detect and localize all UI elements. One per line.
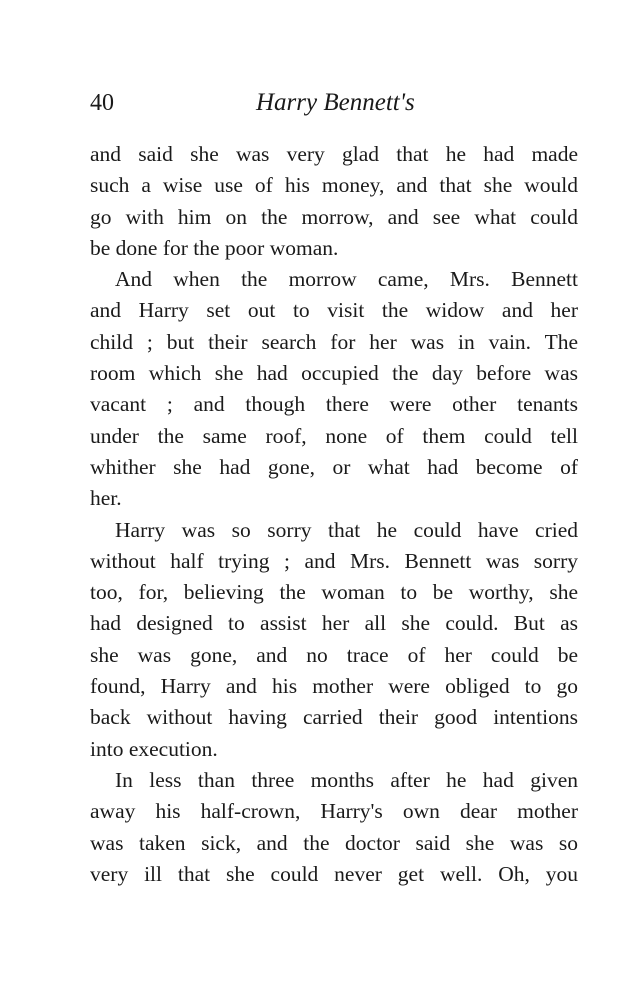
text-line: found, Harry and his mother were obliged to go <box>90 674 578 699</box>
text-line: very ill that she could never get well. Oh, you <box>90 861 578 886</box>
paragraph-first-line: And when the morrow came, Mrs. Bennett <box>115 267 578 292</box>
text-line: too, for, believing the woman to be worthy, she <box>90 580 578 605</box>
body-text <box>90 139 578 890</box>
running-head <box>90 88 578 122</box>
text-line: into execution. <box>90 736 218 761</box>
text-line: go with him on the morrow, and see what could <box>90 204 578 229</box>
text-line: such a wise use of his money, and that she would <box>90 173 578 198</box>
text-line: whither she had gone, or what had become of <box>90 454 578 479</box>
page-number: 40 <box>90 90 114 116</box>
text-line: vacant ; and though there were other tenants <box>90 392 578 417</box>
text-line: under the same roof, none of them could tell <box>90 423 578 448</box>
text-line: had designed to assist her all she could. But as <box>90 611 578 636</box>
text-line: without half trying ; and Mrs. Bennett was sorry <box>90 548 578 573</box>
text-line: room which she had occupied the day before was <box>90 361 578 386</box>
text-line: her. <box>90 486 122 511</box>
paragraph-first-line: In less than three months after he had given <box>115 767 578 792</box>
text-line: and said she was very glad that he had made <box>90 142 578 166</box>
paragraph-first-line: Harry was so sorry that he could have cried <box>115 517 578 542</box>
text-line: child ; but their search for her was in vain. The <box>90 329 578 354</box>
text-line: was taken sick, and the doctor said she was so <box>90 830 578 855</box>
text-line: be done for the poor woman. <box>90 235 339 260</box>
text-line: she was gone, and no trace of her could be <box>90 642 578 667</box>
text-line: back without having carried their good intentions <box>90 705 578 730</box>
text-line: and Harry set out to visit the widow and her <box>90 298 578 323</box>
running-title: Harry Bennett's <box>256 89 415 116</box>
text-line: away his half-crown, Harry's own dear mother <box>90 799 578 824</box>
